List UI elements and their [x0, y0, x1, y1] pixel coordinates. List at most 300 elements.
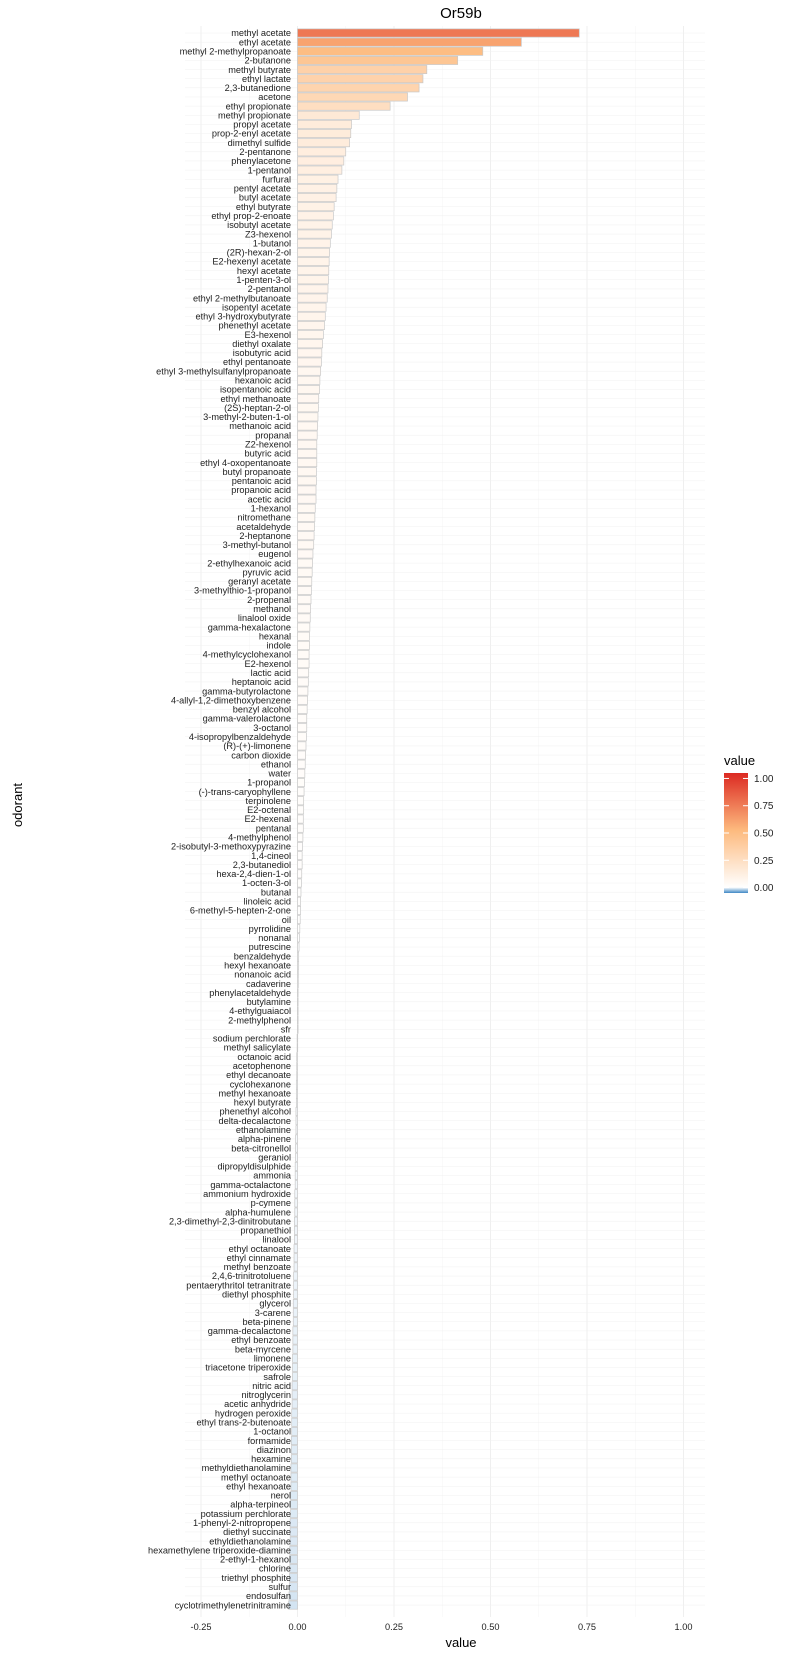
bar — [290, 1537, 297, 1545]
bar — [298, 38, 522, 46]
bar — [298, 93, 408, 101]
y-tick-label: 1-propanol — [247, 777, 291, 788]
y-tick-label: triacetone triperoxide — [205, 1362, 291, 1373]
y-tick-label: potassium perchlorate — [200, 1508, 291, 1519]
y-tick-label: gamma-valerolactone — [202, 713, 291, 724]
y-tick-label: dipropyldisulphide — [217, 1161, 291, 1172]
y-tick-label: E3-hexenol — [244, 329, 291, 340]
bar — [298, 778, 305, 786]
y-tick-label: butyl acetate — [238, 192, 291, 203]
bar — [298, 724, 307, 732]
y-tick-label: ethyl pentanoate — [223, 357, 291, 368]
y-tick-label: dimethyl sulfide — [227, 137, 291, 148]
bar — [292, 1409, 298, 1417]
bar — [298, 349, 322, 357]
y-tick-label: beta-myrcene — [234, 1344, 291, 1355]
y-tick-label: linalool — [262, 1234, 291, 1245]
y-tick-label: E2-octenal — [247, 805, 291, 816]
chart-title: Or59b — [440, 5, 482, 22]
bar — [293, 1336, 298, 1344]
bar — [292, 1391, 297, 1399]
y-tick-label: 1-octanol — [253, 1426, 291, 1437]
y-tick-label: isobutyric acid — [232, 348, 291, 359]
y-tick-label: 1-octen-3-ol — [241, 878, 291, 889]
y-tick-label: sulfur — [268, 1582, 291, 1592]
y-tick-label: 2-butanone — [244, 55, 291, 66]
bar — [298, 449, 317, 457]
y-tick-label: ethanolamine — [235, 1125, 291, 1135]
bar — [298, 376, 320, 384]
y-tick-label: cyclotrimethylenetrinitramine — [174, 1600, 291, 1611]
bar — [298, 230, 332, 238]
bar — [291, 1482, 298, 1490]
y-tick-label: Z2-hexenol — [245, 439, 291, 450]
bar — [293, 1345, 298, 1353]
x-tick-labels — [191, 1622, 693, 1632]
y-tick-label: gamma-octalactone — [210, 1179, 291, 1190]
bar — [298, 440, 317, 448]
bar — [298, 952, 299, 960]
bar — [298, 1007, 299, 1015]
x-axis-label: value — [445, 1635, 477, 1650]
y-tick-label: safrole — [263, 1371, 291, 1382]
bar — [298, 157, 344, 165]
bar — [298, 788, 305, 796]
bar — [292, 1418, 298, 1426]
y-tick-label: ethyl hexanoate — [226, 1481, 291, 1492]
bar — [293, 1327, 298, 1335]
y-tick-label: terpinolene — [245, 795, 291, 806]
bar — [298, 239, 331, 247]
y-tick-label: ethyl trans-2-butenoate — [196, 1417, 291, 1428]
y-tick-label: nitric acid — [252, 1380, 291, 1391]
bar — [298, 870, 302, 878]
bar — [298, 486, 317, 494]
bar — [298, 906, 301, 914]
bar — [298, 84, 420, 92]
bar — [298, 806, 304, 814]
bar — [298, 193, 337, 201]
y-tick-label: ethyl 4-oxopentanoate — [200, 457, 291, 468]
y-tick-label: 4-methylcyclohexanol — [202, 649, 291, 660]
y-tick-label: octanoic acid — [237, 1051, 291, 1062]
y-tick-label: 4-allyl-1,2-dimethoxybenzene — [170, 695, 291, 706]
bar — [298, 705, 308, 713]
bar — [298, 495, 317, 503]
bar — [296, 1080, 297, 1088]
y-tick-label: delta-decalactone — [218, 1115, 291, 1126]
bar — [298, 257, 330, 265]
bar — [298, 577, 312, 585]
y-tick-label: ethyl methanoate — [220, 393, 291, 404]
bar — [298, 248, 330, 256]
y-tick-label: butyric acid — [244, 448, 291, 459]
bar — [298, 568, 313, 576]
y-tick-label: diazinon — [256, 1444, 291, 1455]
x-tick-label: -0.25 — [190, 1622, 212, 1632]
bar — [298, 888, 301, 896]
y-tick-label: benzaldehyde — [233, 951, 291, 962]
y-tick-label: gamma-butyrolactone — [202, 686, 291, 697]
y-tick-label: 2-ethylhexanoic acid — [207, 558, 291, 569]
bar — [296, 1089, 297, 1097]
y-tick-label: isobutyl acetate — [227, 220, 291, 231]
bar — [298, 212, 334, 220]
y-tick-label: beta-pinene — [242, 1316, 291, 1327]
bar — [298, 660, 310, 668]
bar — [298, 303, 327, 311]
y-tick-label: 1,4-cineol — [251, 850, 291, 861]
bar — [294, 1226, 297, 1234]
bar — [298, 504, 316, 512]
y-tick-label: gamma-hexalactone — [207, 622, 291, 633]
y-tick-label: 3-methylthio-1-propanol — [193, 585, 291, 596]
bar — [298, 184, 337, 192]
bar — [292, 1427, 298, 1435]
y-tick-label: linoleic acid — [243, 896, 291, 907]
bar — [291, 1500, 298, 1508]
y-tick-label: isopentyl acetate — [222, 302, 291, 313]
legend-tick-label: 0.00 — [754, 883, 774, 895]
bar — [298, 139, 350, 147]
bar — [294, 1217, 297, 1225]
y-tick-label: ethyl decanoate — [226, 1070, 291, 1081]
y-tick-label: limonene — [253, 1353, 291, 1364]
bar — [294, 1245, 297, 1253]
y-tick-label: 1-butanol — [252, 238, 291, 249]
bar — [291, 1464, 298, 1472]
y-tick-label: heptanoic acid — [231, 677, 291, 688]
y-tick-label: hexa-2,4-dien-1-ol — [216, 869, 291, 880]
y-tick-label: propanal — [255, 430, 291, 441]
y-tick-label: methyldiethanolamine — [201, 1463, 291, 1474]
y-tick-label: diethyl succinate — [223, 1527, 291, 1538]
bar — [298, 331, 324, 339]
bar — [295, 1181, 297, 1189]
bar — [298, 458, 317, 466]
bar — [294, 1281, 298, 1289]
y-tick-label: (-)-trans-caryophyllene — [198, 786, 291, 797]
y-tick-label: hexamethylene triperoxide-diamine — [148, 1545, 291, 1556]
bar — [298, 915, 301, 923]
bar — [295, 1162, 297, 1170]
y-tick-label: isopentanoic acid — [220, 384, 291, 395]
bar — [294, 1235, 297, 1243]
y-tick-label: 1-phenyl-2-nitropropene — [192, 1518, 291, 1529]
y-tick-label: pentanoic acid — [231, 476, 291, 487]
bar — [298, 861, 303, 869]
y-tick-label: methyl hexanoate — [218, 1088, 291, 1099]
bar — [294, 1290, 298, 1298]
y-tick-label: ammonia — [253, 1170, 291, 1181]
y-tick-label: ethyl butyrate — [235, 201, 291, 212]
y-tick-label: propanoic acid — [231, 485, 291, 496]
x-tick-label: 0.25 — [385, 1622, 403, 1632]
legend-tick-label: 1.00 — [754, 773, 774, 785]
bar — [293, 1318, 297, 1326]
bar — [295, 1199, 298, 1207]
y-tick-label: sodium perchlorate — [212, 1033, 291, 1044]
bar — [297, 1043, 298, 1051]
y-tick-label: triethyl phosphite — [221, 1572, 291, 1583]
bar — [293, 1299, 297, 1307]
bar — [298, 321, 325, 329]
bar — [298, 1016, 299, 1024]
y-tick-label: E2-hexenol — [244, 658, 291, 669]
bar — [296, 1144, 298, 1152]
y-tick-label: chlorine — [258, 1563, 291, 1574]
y-tick-label: nitroglycerin — [241, 1390, 291, 1401]
x-tick-label: 1.00 — [674, 1622, 693, 1632]
bar — [298, 623, 310, 631]
bar — [298, 842, 303, 850]
bar — [298, 29, 580, 37]
legend-tick-label: 0.50 — [754, 828, 774, 840]
bar — [298, 979, 299, 987]
bar — [298, 815, 304, 823]
bar — [297, 1053, 298, 1061]
y-tick-label: formamide — [247, 1435, 291, 1446]
y-tick-label: ethyl prop-2-enoate — [211, 211, 291, 221]
bar — [298, 267, 329, 275]
y-tick-label: hydrogen peroxide — [214, 1408, 291, 1419]
bar — [298, 687, 308, 695]
bar — [298, 203, 335, 211]
bar — [298, 769, 305, 777]
y-tick-label: nonanoic acid — [234, 969, 291, 980]
legend-tick-label: 0.25 — [754, 855, 774, 867]
bar — [296, 1098, 297, 1106]
y-tick-label: 2-pentanone — [239, 147, 291, 158]
bar — [298, 614, 311, 622]
bar — [298, 129, 351, 137]
y-tick-label: ethyl lactate — [241, 73, 291, 84]
y-tick-label: 2,3-butanedione — [224, 83, 291, 94]
y-tick-label: propyl acetate — [233, 119, 291, 130]
bar — [298, 120, 352, 128]
y-tick-label: phenethyl alcohol — [219, 1106, 291, 1117]
bar — [298, 678, 309, 686]
y-tick-label: 2,3-dimethyl-2,3-dinitrobutane — [168, 1216, 291, 1227]
bar — [298, 166, 342, 174]
y-tick-label: ethyl propionate — [225, 101, 291, 112]
bar — [298, 422, 318, 430]
y-tick-label: pentaerythritol tetranitrate — [186, 1280, 291, 1291]
bar — [292, 1372, 297, 1380]
y-tick-label: 2-heptanone — [239, 530, 291, 541]
x-tick-label: 0.75 — [578, 1622, 596, 1632]
bar — [298, 550, 313, 558]
y-tick-label: ethyldiethanolamine — [209, 1536, 291, 1547]
y-tick-label: 6-methyl-5-hepten-2-one — [189, 905, 291, 916]
bar — [298, 586, 312, 594]
bar — [298, 851, 303, 859]
y-tick-label: 3-carene — [254, 1307, 291, 1318]
y-tick-label: hexyl acetate — [236, 265, 291, 276]
bar — [294, 1254, 297, 1262]
bar — [298, 714, 307, 722]
y-tick-label: butylamine — [246, 997, 291, 1008]
y-tick-label: acetaldehyde — [236, 521, 291, 532]
y-tick-label: pyrrolidine — [248, 923, 291, 934]
bar — [291, 1446, 297, 1454]
bar — [296, 1107, 298, 1115]
y-tick-label: (R)-(+)-limonene — [223, 741, 291, 752]
bar — [297, 1071, 298, 1079]
y-tick-label: alpha-terpineol — [230, 1499, 291, 1510]
y-tick-label: nonanal — [258, 933, 291, 944]
bar — [291, 1510, 298, 1518]
bar — [296, 1126, 298, 1134]
bar — [297, 1034, 298, 1042]
bar — [298, 879, 302, 887]
y-tick-label: nitromethane — [237, 512, 291, 523]
bar — [298, 56, 458, 64]
y-tick-label: alpha-pinene — [237, 1134, 291, 1145]
y-tick-label: 3-methyl-2-buten-1-ol — [203, 412, 291, 423]
bar — [298, 468, 317, 476]
bar — [298, 559, 313, 567]
bar — [298, 65, 427, 73]
y-tick-label: hexyl butyrate — [233, 1097, 291, 1108]
bar — [298, 943, 300, 951]
bar — [298, 431, 318, 439]
bar — [298, 934, 300, 942]
bar — [298, 605, 311, 613]
bar — [294, 1263, 297, 1271]
bar — [295, 1190, 298, 1198]
y-tick-label: cadaverine — [246, 978, 291, 989]
bar — [298, 696, 308, 704]
y-tick-label: 1-hexanol — [250, 503, 291, 514]
y-tick-label: 2,4,6-trinitrotoluene — [211, 1271, 291, 1282]
bar — [298, 1025, 299, 1033]
bar — [298, 522, 315, 530]
y-tick-label: carbon dioxide — [231, 750, 291, 761]
bar — [298, 148, 346, 156]
y-tick-label: methyl acetate — [231, 28, 291, 39]
bar — [298, 111, 360, 119]
bar — [298, 998, 299, 1006]
y-tick-label: acetic acid — [247, 494, 291, 505]
bar — [293, 1308, 297, 1316]
y-tick-label: putrescine — [248, 942, 291, 953]
y-tick-label: 1-pentanol — [247, 165, 291, 176]
y-tick-label: methanol — [253, 604, 291, 615]
bar — [298, 650, 310, 658]
bar — [298, 961, 299, 969]
bar — [291, 1473, 298, 1481]
y-tick-label: ethyl cinnamate — [226, 1252, 291, 1263]
y-tick-label: hexanal — [258, 631, 291, 642]
bar — [298, 413, 318, 421]
y-tick-label: methyl benzoate — [223, 1262, 291, 1273]
y-tick-label: cyclohexanone — [229, 1079, 291, 1090]
y-tick-label: ethyl 2-methylbutanoate — [192, 293, 291, 304]
bar — [298, 760, 306, 768]
bar — [298, 733, 307, 741]
y-tick-label: methyl propionate — [217, 110, 291, 121]
bar — [298, 385, 320, 393]
y-tick-label: 4-ethylguaiacol — [229, 1006, 291, 1017]
y-tick-label: ethyl acetate — [238, 37, 291, 48]
bar — [298, 897, 301, 905]
y-tick-label: phenylacetaldehyde — [209, 987, 291, 998]
y-tick-label: diethyl phosphite — [222, 1289, 291, 1300]
y-tick-label: pentyl acetate — [233, 183, 291, 194]
bar — [298, 742, 306, 750]
y-tick-label: beta-citronellol — [231, 1143, 291, 1154]
bar — [290, 1519, 297, 1527]
y-tick-label: ethyl 3-hydroxybutyrate — [195, 311, 291, 322]
bar — [295, 1171, 297, 1179]
legend-tick-label: 0.75 — [754, 801, 774, 813]
bar — [298, 541, 314, 549]
y-tick-label: phenylacetone — [231, 156, 291, 167]
y-tick-label: glycerol — [259, 1298, 291, 1309]
bar — [298, 358, 322, 366]
y-tick-label: diethyl oxalate — [232, 338, 291, 349]
y-tick-label: ethyl 3-methylsulfanylpropanoate — [156, 366, 291, 377]
bar — [298, 532, 315, 540]
y-tick-label: ethyl octanoate — [228, 1243, 291, 1254]
y-tick-label: methyl octanoate — [221, 1472, 291, 1483]
y-tick-label: (2S)-heptan-2-ol — [224, 402, 291, 413]
bar — [298, 175, 339, 183]
y-tick-label: acetone — [258, 92, 291, 103]
y-tick-label: 2-propenal — [247, 594, 291, 605]
bar — [290, 1528, 297, 1536]
y-tick-label: 2-pentanol — [247, 284, 291, 295]
bar — [298, 833, 303, 841]
bar — [298, 970, 299, 978]
y-tick-label: pentanal — [255, 823, 291, 834]
bar — [298, 47, 483, 55]
y-tick-label: geranyl acetate — [228, 576, 291, 587]
y-tick-label: eugenol — [258, 549, 291, 560]
bar — [298, 221, 333, 229]
x-tick-label: 0.50 — [481, 1622, 500, 1632]
bar — [298, 641, 310, 649]
y-tick-label: E2-hexenyl acetate — [212, 256, 291, 267]
y-tick-label: alpha-humulene — [225, 1207, 291, 1218]
bar — [298, 596, 312, 604]
bar — [298, 989, 299, 997]
y-tick-label: p-cymene — [250, 1198, 291, 1209]
bar — [298, 312, 326, 320]
legend-title: value — [724, 753, 756, 768]
y-tick-label: Z3-hexenol — [245, 229, 291, 240]
bar — [298, 824, 304, 832]
bar — [298, 276, 329, 284]
y-tick-label: hexyl hexanoate — [224, 960, 291, 971]
bar — [298, 751, 306, 759]
x-tick-label: 0.00 — [288, 1622, 307, 1632]
y-tick-label: 3-methyl-butanol — [222, 540, 291, 551]
y-tick-label: prop-2-enyl acetate — [211, 128, 291, 139]
y-tick-label: acetic anhydride — [224, 1399, 291, 1410]
y-tick-label: 2-ethyl-1-hexanol — [220, 1554, 291, 1565]
y-tick-label: ammonium hydroxide — [203, 1188, 291, 1199]
bar — [298, 75, 423, 83]
y-tick-label: propanethiol — [240, 1225, 291, 1236]
bar — [298, 404, 319, 412]
y-tick-label: water — [268, 768, 291, 779]
y-tick-label: sfr — [280, 1024, 291, 1035]
bar — [291, 1436, 297, 1444]
bar — [296, 1153, 298, 1161]
y-tick-label: 2,3-butanediol — [232, 859, 291, 870]
